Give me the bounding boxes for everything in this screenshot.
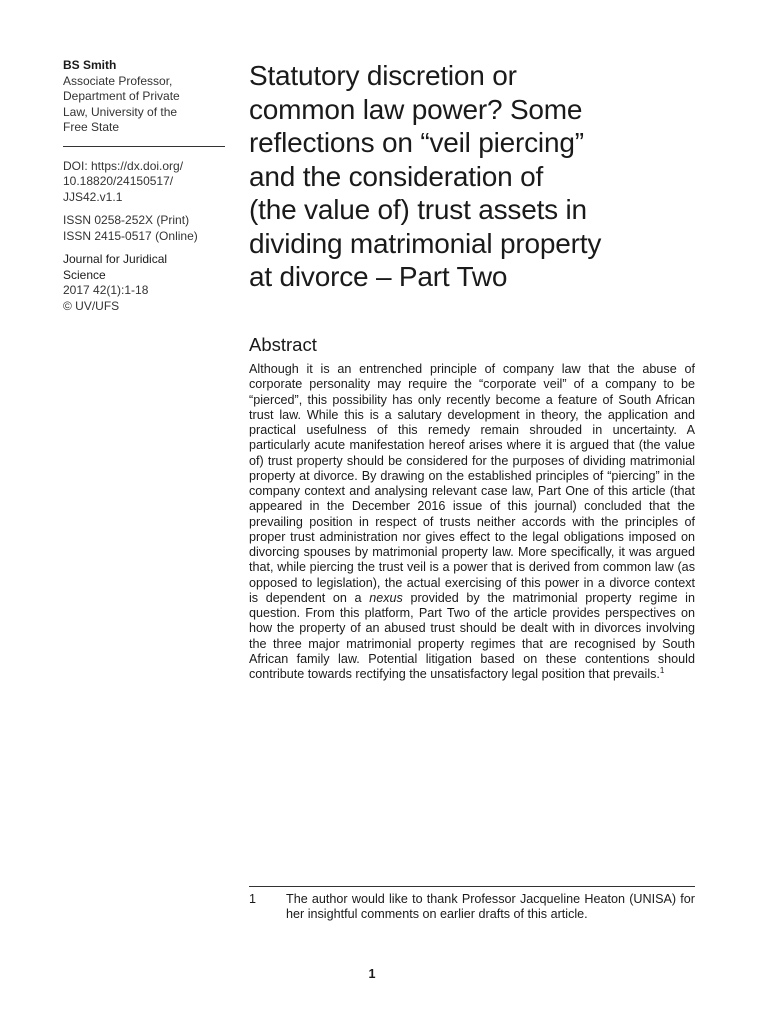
issn-print: ISSN 0258-252X (Print) — [63, 213, 190, 227]
doi-line[interactable]: 10.18820/24150517/ — [63, 174, 174, 188]
page-number: 1 — [368, 967, 376, 981]
title-line: Statutory discretion or — [249, 60, 517, 91]
author-affiliation-line: Law, University of the — [63, 104, 178, 119]
issn-online: ISSN 2415-0517 (Online) — [63, 228, 198, 243]
abstract-text-part: Although it is an entrenched principle of company law that the abuse of corporate personality may require the “corporate veil” of a company to be “pierced”, this possibility has only recently become a feature of South African trust law. While this is a salutary development in theory, the application and practical usefulness of this remedy remain shrouded in uncertainty. A particularly acute manifestation hereof arises where it is argued that (the value of) trust property should be considered for the purposes of dividing matrimonial property at divorce. By drawing on the established principles of “piercing” in the company context and analysing relevant case law, Part One of this article (that appeared in the December 2016 issue of this journal) concluded that the prevailing position in respect of trusts neither accords with the principles of proper trust administration nor gives effect to the legal obligations imposed on divorcing spouses by matrimonial property law. More specifically, it was argued that, while piercing the trust veil is a power that is derived from common law (as opposed to legislation), the actual exercising of this power in a divorce context is dependent on a — [249, 362, 695, 605]
copyright: © UV/UFS — [63, 298, 120, 313]
title-line: dividing matrimonial property — [249, 227, 602, 259]
abstract-heading: Abstract — [249, 334, 317, 355]
article-sidebar — [63, 58, 225, 322]
title-line: common law power? Some — [249, 93, 583, 125]
title-line: and the consideration of — [249, 160, 544, 192]
abstract-italic-term: nexus — [369, 590, 403, 605]
doi-line[interactable]: DOI: https://dx.doi.org/ — [63, 158, 184, 173]
author-affiliation-line: Free State — [63, 120, 120, 134]
journal-name-line: Journal for Juridical — [63, 252, 168, 266]
author-block — [63, 58, 225, 136]
footnote-text: The author would like to thank Professor Jacqueline Heaton (UNISA) for her insightful comments on earlier drafts of this article. — [286, 892, 695, 922]
journal-volume: 2017 42(1):1-18 — [63, 283, 149, 297]
issn-block — [63, 213, 225, 244]
author-affiliation-line: Department of Private — [63, 89, 180, 103]
sidebar-divider — [63, 146, 225, 147]
author-affiliation-line: Associate Professor, — [63, 73, 173, 88]
doi-line[interactable]: JJS42.v1.1 — [63, 189, 123, 204]
journal-name-line: Science — [63, 267, 106, 282]
title-line: reflections on “veil piercing” — [249, 127, 584, 158]
journal-block — [63, 252, 225, 314]
article-title — [249, 59, 709, 294]
abstract-text-part: provided by the matrimonial property regime in question. From this platform, Part Two of the article provides perspectives on how the property of an abused trust should be dealt with in divorces involving the three major matrimonial property regimes that are recognised by South African family law. Potential litigation based on these contentions should contribute towards rectifying the unsatisfactory legal position that prevails. — [249, 590, 695, 681]
doi-block[interactable] — [63, 159, 225, 206]
title-line: (the value of) trust assets in — [249, 194, 587, 225]
footnote-reference[interactable]: 1 — [659, 665, 665, 675]
footnote-number: 1 — [249, 892, 257, 906]
abstract-text — [249, 362, 695, 682]
author-name: BS Smith — [63, 58, 117, 72]
footnote-divider — [249, 886, 695, 887]
title-line: at divorce – Part Two — [249, 261, 508, 292]
